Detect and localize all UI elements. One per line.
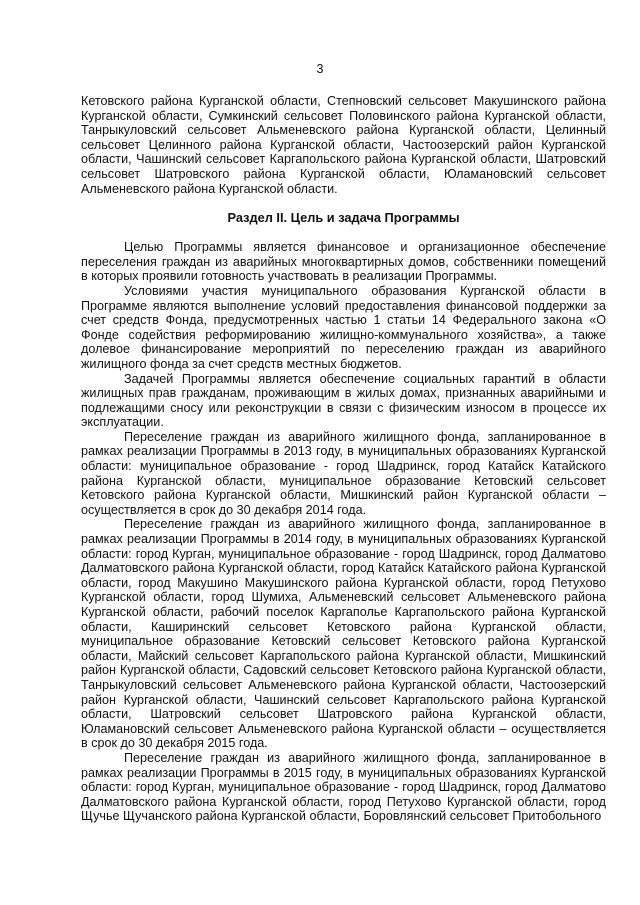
paragraph-resettlement-2013: Переселение граждан из аварийного жилищного фонда, запланированное в рамках реализации Программы в 2013 году, в муниципальных образованиях Курганской области: муниципальное образование - город Шадринск, город Катайск Катайского района Курганской области, муниципальное образование Кетовский сельсовет Кетовского района Курганской области, Мишкинский район Курганской области – осуществляется в срок до 30 декабря 2014 года. <box>81 429 606 517</box>
paragraph-resettlement-2014: Переселение граждан из аварийного жилищного фонда, запланированное в рамках реализации Программы в 2014 году, в муниципальных образованиях Курганской области: город Курган, муниципальное образование - город Шадринск, город Далматово Далматовского района Курганской области, город Катайск Катайского района Курганской области, город Макушино Макушинского района Курганской области, город Петухово Курганской области, город Шумиха, Альменевский сельсовет Альменевского района Курганской области, рабочий поселок Каргаполье Каргапольского района Курганской области, Каширинский сельсовет Кетовского района Курганской области, муниципальное образование Кетовский сельсовет Кетовского района Курганской области, Майский сельсовет Каргапольского района Курганской области, Мишкинский район Курганской области, Садовский сельсовет Кетовского района Курганской области, Танрыкуловский сельсовет Альменевского района Курганской области, Частоозерский район Курганской области, Чашинский сельсовет Каргапольского района Курганской области, Шатровский сельсовет Шатровского района Курганской области, Юламановский сельсовет Альменевского района Курганской области – осуществляется в срок до 30 декабря 2015 года. <box>81 517 606 751</box>
paragraph-task: Задачей Программы является обеспечение социальных гарантий в области жилищных прав гражданам, проживающим в жилых домах, признанных аварийными и подлежащими сносу или реконструкции в связи с физическим износом в процессе их эксплуатации. <box>81 371 606 430</box>
paragraph-conditions: Условиями участия муниципального образования Курганской области в Программе являются выполнение условий предоставления финансовой поддержки за счет средств Фонда, предусмотренных частью 1 статьи 14 Федерального закона «О Фонде содействия реформированию жилищно-коммунального хозяйства», а также долевое финансирование мероприятий по переселению граждан из аварийного жилищного фонда за счет средств местных бюджетов. <box>81 283 606 371</box>
section-title: Раздел II. Цель и задача Программы <box>227 210 460 226</box>
paragraph-continued: Кетовского района Курганской области, Степновский сельсовет Макушинского района Курганской области, Сумкинский сельсовет Половинского района Курганской области, Танрыкуловский сельсовет Альменевского района Курганской области, Целинный сельсовет Целинного района Курганской области, Частоозерский район Курганской области, Чашинский сельсовет Каргапольского района Курганской области, Шатровский сельсовет Шатровского района Курганской области, Юламановский сельсовет Альменевского района Курганской области. <box>81 94 606 196</box>
page-number: 3 <box>316 62 324 76</box>
document-body <box>81 94 606 824</box>
paragraph-goal: Целью Программы является финансовое и организационное обеспечение переселения граждан из аварийных многоквартирных домов, собственники помещений в которых проявили готовность участвовать в реализации Программы. <box>81 240 606 284</box>
paragraph-resettlement-2015: Переселение граждан из аварийного жилищного фонда, запланированное в рамках реализации Программы в 2015 году, в муниципальных образованиях Курганской области: город Курган, муниципальное образование - город Шадринск, город Далматово Далматовского района Курганской области, город Петухово Курганской области, город Щучье Щучанского района Курганской области, Боровлянский сельсовет Притобольного <box>81 750 606 824</box>
